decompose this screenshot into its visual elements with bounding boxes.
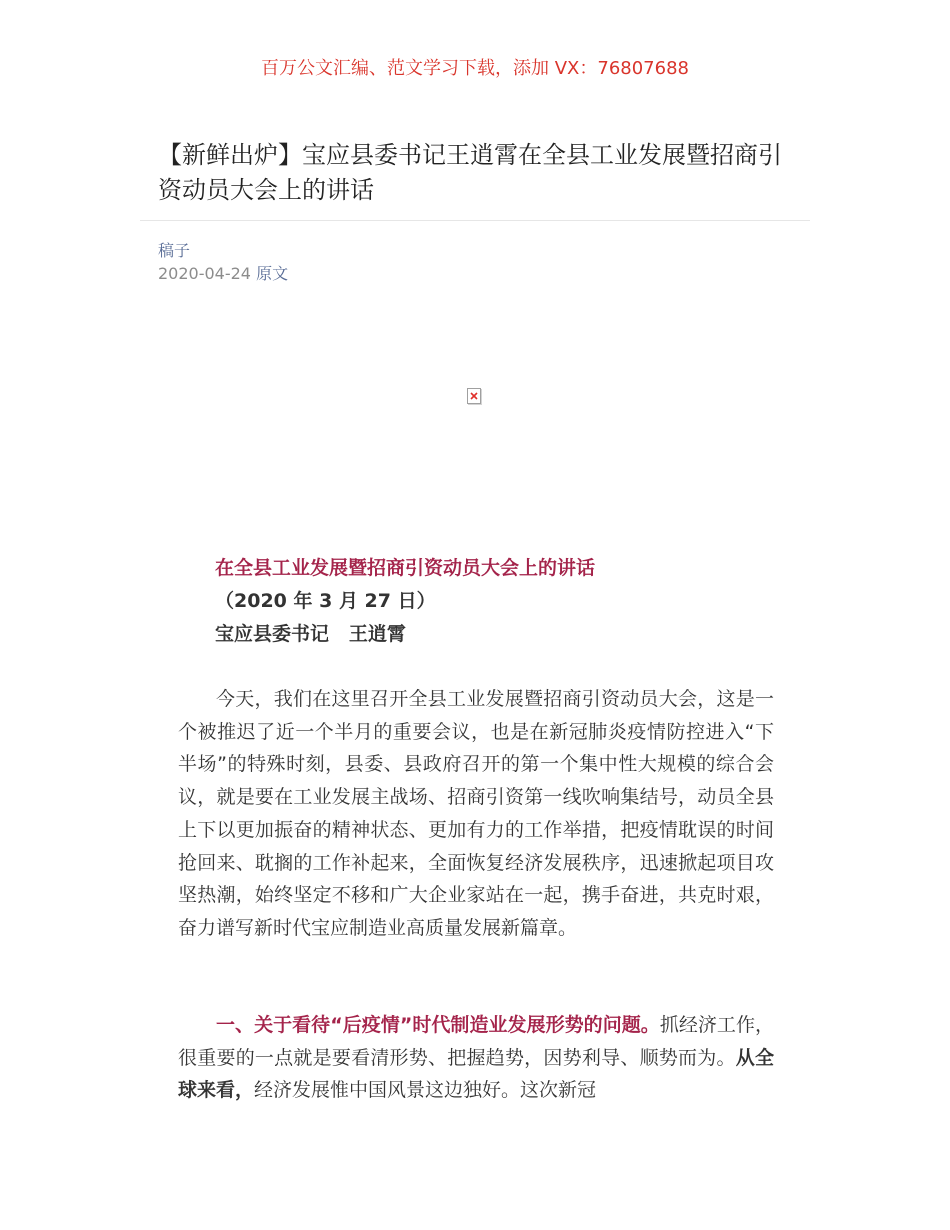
body-paragraph-section-1 [178,1009,774,1107]
promo-banner: 百万公文汇编、范文学习下载，添加 VX：76807688 [261,58,689,79]
title-divider [140,220,810,221]
section-heading: 一、关于看待“后疫情”时代制造业发展形势的问题。 [216,1014,660,1036]
article-meta [158,263,288,285]
publish-date: 2020-04-24 [158,264,251,283]
broken-image-icon [467,388,481,404]
body-paragraph: 今天，我们在这里召开全县工业发展暨招商引资动员大会，这是一个被推迟了近一个半月的重要会议，也是在新冠肺炎疫情防控进入“下半场”的特殊时刻，县委、县政府召开的第一个集中性大规模的综合会议，就是要在工业发展主战场、招商引资第一线吹响集结号，动员全县上下以更加振奋的精神状态、更加有力的工作举措，把疫情耽误的时间抢回来、耽搁的工作补起来，全面恢复经济发展秩序，迅速掀起项目攻坚热潮，始终坚定不移和广大企业家站在一起，携手奋进，共克时艰，奋力谱写新时代宝应制造业高质量发展新篇章。 [178,688,774,939]
paragraph-text: 抓经济工作，很重要的一点就是要看清形势、把握趋势，因势利导、顺势而为。 [178,1014,774,1069]
author-link[interactable]: 稿子 [158,241,191,260]
speech-title: 在全县工业发展暨招商引资动员大会上的讲话 [215,557,596,579]
speech-date: （2020 年 3 月 27 日） [215,590,436,612]
paragraph-text: 经济发展惟中国风景这边独好。这次新冠 [254,1079,597,1102]
source-link[interactable]: 原文 [256,264,289,283]
bold-lead: 从全球来看， [178,1046,774,1102]
speech-speaker: 宝应县委书记 王逍霄 [215,623,406,645]
article-title: 【新鲜出炉】宝应县委书记王逍霄在全县工业发展暨招商引资动员大会上的讲话 [158,141,782,204]
close-x-glyph [470,392,478,400]
